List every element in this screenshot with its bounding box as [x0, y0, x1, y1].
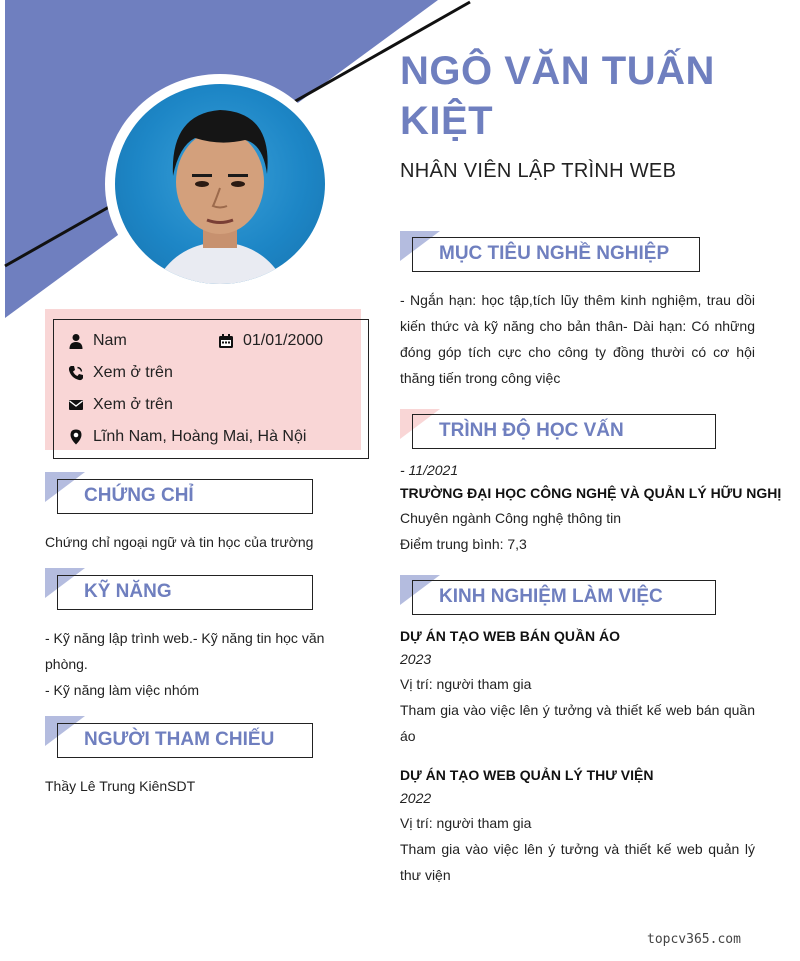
experience-item-desc: Tham gia vào việc lên ý tưởng và thiết kế web bán quần áo	[400, 702, 755, 744]
experience-item-role: Vị trí: người tham gia	[400, 676, 532, 692]
skills-line-1: - Kỹ năng lập trình web.- Kỹ năng tin học văn phòng.	[45, 630, 325, 672]
objective-heading: MỤC TIÊU NGHỀ NGHIỆP	[412, 237, 700, 272]
job-title: NHÂN VIÊN LẬP TRÌNH WEB	[400, 160, 677, 182]
references-header	[45, 716, 315, 756]
address-value: Lĩnh Nam, Hoàng Mai, Hà Nội	[93, 428, 307, 445]
avatar-photo	[115, 84, 325, 284]
objective-text: - Ngắn hạn: học tập,tích lũy thêm kinh nghiệm, trau dồi kiến thức và kỹ năng cho bản thân- Dài hạn: Có những đóng góp tích cực cho công ty đồng thười có cơ hội thăng tiến trong công việc	[400, 292, 755, 386]
candidate-name: NGÔ VĂN TUẤN KIỆT	[400, 49, 715, 143]
education-school: TRƯỜNG ĐẠI HỌC CÔNG NGHỆ VÀ QUẢN LÝ HỮU NGHỊ	[400, 485, 782, 501]
experience-item-desc: Tham gia vào việc lên ý tưởng và thiết kế web quản lý thư viện	[400, 841, 755, 883]
watermark: topcv365.com	[647, 932, 741, 947]
skills-heading: KỸ NĂNG	[57, 575, 313, 610]
education-gpa: Điểm trung bình: 7,3	[400, 536, 527, 552]
calendar-icon	[218, 333, 234, 349]
experience-item-title: DỰ ÁN TẠO WEB QUẢN LÝ THƯ VIỆN	[400, 767, 654, 783]
avatar	[105, 74, 335, 294]
experience-item-year: 2022	[400, 790, 432, 806]
education-major: Chuyên ngành Công nghệ thông tin	[400, 510, 622, 526]
birthday-value: 01/01/2000	[243, 332, 324, 349]
education-period: - 11/2021	[400, 462, 459, 478]
user-icon	[68, 333, 84, 349]
skills-header	[45, 568, 315, 608]
email-value: Xem ở trên	[93, 396, 173, 413]
references-text: Thầy Lê Trung KiênSDT	[45, 778, 196, 794]
certificates-heading: CHỨNG CHỈ	[57, 479, 313, 514]
phone-value: Xem ở trên	[93, 364, 173, 381]
objective-header	[400, 231, 702, 271]
experience-item-role: Vị trí: người tham gia	[400, 815, 532, 831]
education-heading: TRÌNH ĐỘ HỌC VẤN	[412, 414, 716, 449]
experience-item-year: 2023	[400, 651, 432, 667]
envelope-icon	[68, 397, 84, 413]
skills-line-2: - Kỹ năng làm việc nhóm	[45, 682, 200, 698]
phone-icon	[68, 365, 84, 381]
education-header	[400, 409, 718, 449]
certificates-header	[45, 472, 315, 512]
experience-heading: KINH NGHIỆM LÀM VIỆC	[412, 580, 716, 615]
experience-header	[400, 575, 718, 615]
certificates-text: Chứng chỉ ngoại ngữ và tin học của trường	[45, 534, 314, 550]
map-pin-icon	[68, 429, 84, 445]
experience-item-title: DỰ ÁN TẠO WEB BÁN QUẦN ÁO	[400, 628, 621, 644]
references-heading: NGƯỜI THAM CHIẾU	[57, 723, 313, 758]
gender-value: Nam	[93, 332, 127, 349]
